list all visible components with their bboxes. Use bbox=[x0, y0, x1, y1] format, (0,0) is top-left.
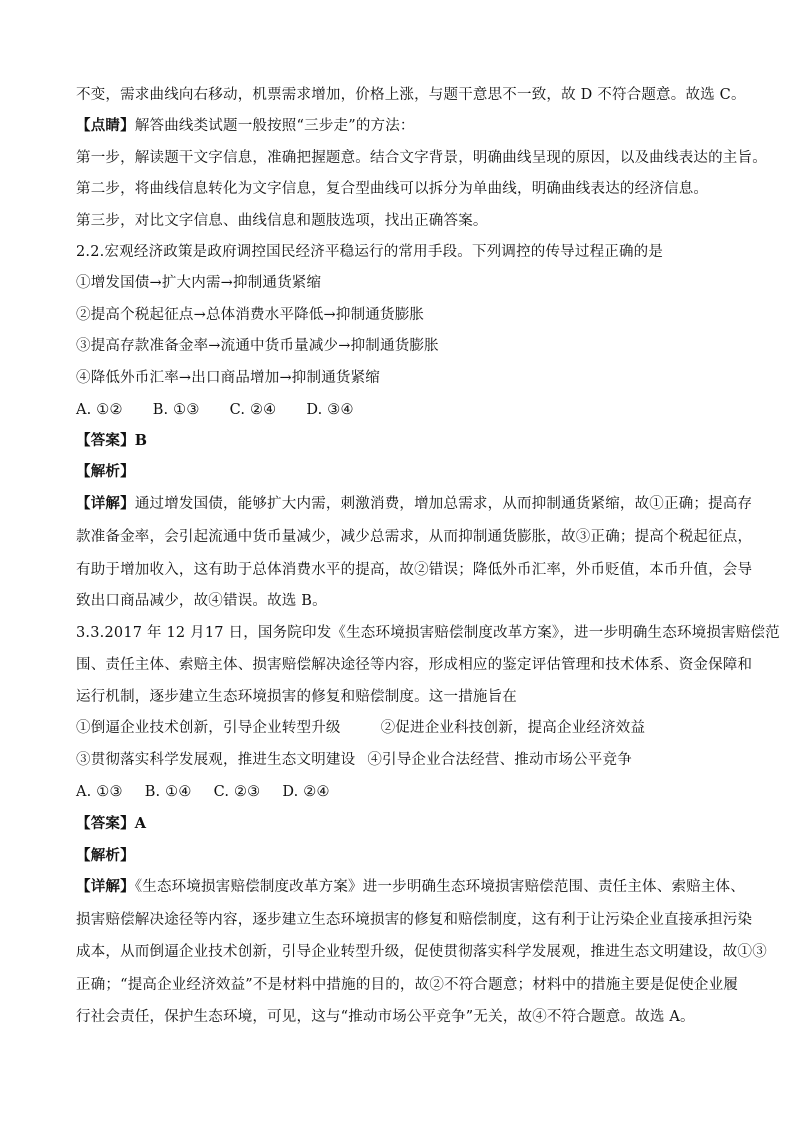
q2-option-a: A. ①② bbox=[76, 402, 123, 418]
q3-detail-text-1: 《生态环境损害赔偿制度改革方案》进一步明确生态环境损害赔偿范围、责任主体、索赔主体、 bbox=[134, 879, 745, 895]
q3-option-d: D. ②④ bbox=[282, 784, 330, 800]
step-2: 第二步，将曲线信息转化为文字信息，复合型曲线可以拆分为单曲线，明确曲线表达的经济信息。 bbox=[76, 181, 709, 197]
q3-item-2: ②促进企业科技创新，提高企业经济效益 bbox=[380, 720, 646, 736]
q3-detail-label: 【详解】 bbox=[76, 878, 135, 895]
step-1: 第一步，解读题干文字信息，准确把握题意。结合文字背景，明确曲线呈现的原因，以及曲线表达的主旨。 bbox=[76, 150, 767, 166]
q3-detail-line-5: 行社会责任，保护生态环境，可见，这与“推动市场公平竞争”无关，故④不符合题意。故选 A。 bbox=[76, 1009, 695, 1025]
q3-stem-line-1: 3.3.2017 年 12 月17 日，国务院印发《生态环境损害赔偿制度改革方案》，进一步明确生态环境损害赔偿范 bbox=[76, 625, 780, 641]
tip-label: 【点睛】 bbox=[76, 117, 135, 134]
q3-detail-line-2: 损害赔偿解决途径等内容，逐步建立生态环境损害的修复和赔偿制度，这有利于让污染企业直接承担污染 bbox=[76, 912, 753, 928]
q2-detail-line-1 bbox=[76, 493, 753, 515]
q2-detail-text-1: 通过增发国债，能够扩大内需，刺激消费，增加总需求，从而抑制通货紧缩，故①正确；提高存 bbox=[134, 496, 753, 512]
q2-detail-line-3: 有助于增加收入，这有助于总体消费水平的提高，故②错误；降低外币汇率，外币贬值，本币升值，会导 bbox=[76, 562, 753, 578]
q3-item-3: ③贯彻落实科学发展观，推进生态文明建设 bbox=[76, 752, 356, 768]
q3-option-b: B. ①④ bbox=[144, 784, 192, 800]
q3-item-1: ①倒逼企业技术创新，引导企业转型升级 bbox=[76, 720, 341, 736]
q2-detail-line-4: 致出口商品减少，故④错误。故选 B。 bbox=[76, 593, 327, 609]
q3-items-row-2 bbox=[76, 749, 726, 771]
q3-detail-line-1 bbox=[76, 876, 745, 898]
q3-option-a: A. ①③ bbox=[76, 784, 123, 800]
q3-item-4: ④引导企业合法经营、推动市场公平竞争 bbox=[367, 752, 632, 768]
q2-option-b: B. ①③ bbox=[152, 402, 200, 418]
q3-answer: 【答案】A bbox=[76, 815, 147, 832]
q3-options bbox=[76, 781, 726, 803]
prev-answer-end: 不变，需求曲线向右移动，机票需求增加，价格上涨，与题干意思不一致，故 D 不符合题意。故选 C。 bbox=[76, 87, 746, 103]
q2-answer: 【答案】B bbox=[76, 432, 148, 449]
q2-analysis-label: 【解析】 bbox=[76, 463, 135, 480]
q2-stem: 2.2.宏观经济政策是政府调控国民经济平稳运行的常用手段。下列调控的传导过程正确的是 bbox=[76, 244, 664, 260]
tip-text: 解答曲线类试题一般按照“三步走”的方法： bbox=[134, 118, 415, 134]
q3-items-row-1 bbox=[76, 717, 726, 739]
q2-options bbox=[76, 399, 726, 421]
tip-paragraph bbox=[76, 115, 726, 137]
q3-analysis-label: 【解析】 bbox=[76, 847, 135, 864]
q3-option-c: C. ②③ bbox=[213, 784, 261, 800]
q2-item-4: ④降低外币汇率→出口商品增加→抑制通货紧缩 bbox=[76, 370, 380, 386]
q2-detail-line-2: 款准备金率，会引起流通中货币量减少，减少总需求，从而抑制通货膨胀，故③正确；提高个税起征点， bbox=[76, 529, 753, 545]
q3-detail-line-3: 成本，从而倒逼企业技术创新，引导企业转型升级，促使贯彻落实科学发展观，推进生态文明建设，故①③ bbox=[76, 944, 767, 960]
q2-item-2: ②提高个税起征点→总体消费水平降低→抑制通货膨胀 bbox=[76, 307, 425, 323]
q3-stem-line-3: 运行机制，逐步建立生态环境损害的修复和赔偿制度。这一措施旨在 bbox=[76, 689, 517, 705]
q2-option-c: C. ②④ bbox=[229, 402, 277, 418]
q2-item-1: ①增发国债→扩大内需→抑制通货紧缩 bbox=[76, 275, 322, 291]
q2-detail-label: 【详解】 bbox=[76, 495, 135, 512]
q2-option-d: D. ③④ bbox=[306, 402, 354, 418]
q2-item-3: ③提高存款准备金率→流通中货币量减少→抑制通货膨胀 bbox=[76, 338, 439, 354]
q3-stem-line-2: 围、责任主体、索赔主体、损害赔偿解决途径等内容，形成相应的鉴定评估管理和技术体系、资金保障和 bbox=[76, 657, 753, 673]
q3-detail-line-4: 正确；“提高企业经济效益”不是材料中措施的目的，故②不符合题意；材料中的措施主要是促使企业履 bbox=[76, 977, 739, 993]
step-3: 第三步，对比文字信息、曲线信息和题肢选项，找出正确答案。 bbox=[76, 213, 488, 229]
